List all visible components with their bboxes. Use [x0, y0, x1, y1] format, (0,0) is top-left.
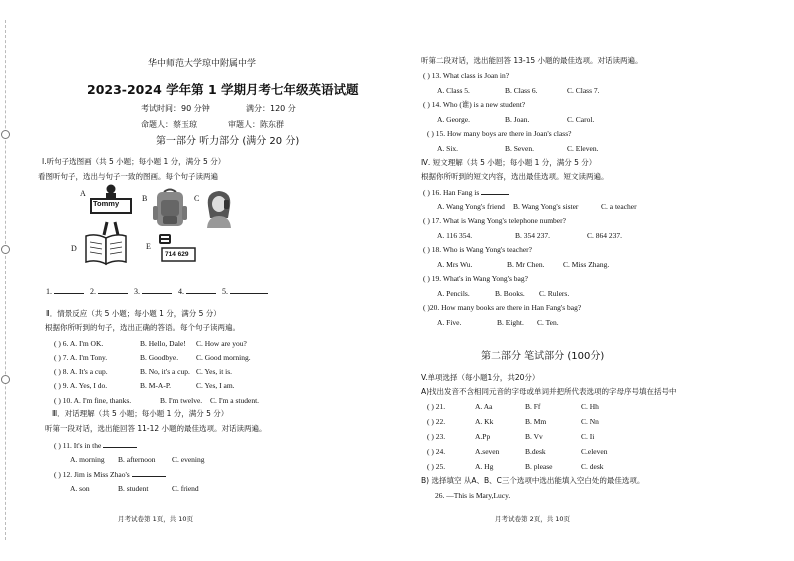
- question-18: ( ) 18. Who is Wang Yong's teacher?: [423, 245, 532, 254]
- question-12: ( ) 12. Jim is Miss Zhao's: [54, 470, 166, 479]
- question-13-option-a: A. Class 5.: [437, 86, 470, 95]
- question-8-option-c: C. Yes, it is.: [196, 367, 233, 376]
- question-22-option-a: A. Kk: [475, 417, 494, 426]
- question-20-option-c: C. Ten.: [537, 318, 559, 327]
- binding-hole: [1, 375, 10, 384]
- question-23-option-b: B. Vv: [525, 432, 543, 441]
- sign-text: Tommy: [93, 199, 120, 208]
- question-12-option-a: A. son: [70, 484, 90, 493]
- question-21-option-b: B. Ff: [525, 402, 541, 411]
- answer-blank-5[interactable]: 5.: [222, 287, 268, 296]
- picture-label-a: A: [80, 189, 86, 198]
- question-25: ( ) 25.: [427, 462, 446, 471]
- question-17-option-c: C. 864 237.: [587, 231, 623, 240]
- question-6: ( ) 6. A. I'm OK.: [54, 339, 104, 348]
- picture-label-c: C: [194, 194, 200, 203]
- question-11-option-a: A. morning: [70, 455, 105, 464]
- question-19: ( ) 19. What's in Wang Yong's bag?: [423, 274, 528, 283]
- part2-heading: 第二部分 笔试部分 (100分): [481, 351, 605, 362]
- question-15: ( ) 15. How many boys are there in Joan's class?: [427, 129, 572, 138]
- question-12-option-c: C. friend: [172, 484, 199, 493]
- question-16-option-b: B. Wang Yong's sister: [513, 202, 579, 211]
- picture-label-d: D: [71, 244, 77, 253]
- section1-instructions: 看图听句子，选出与句子一致的图画。每个句子读两遍: [38, 172, 218, 181]
- question-24-option-b: B.desk: [525, 447, 546, 456]
- book-icon: [84, 232, 128, 266]
- question-17-option-a: A. 116 354.: [437, 231, 473, 240]
- question-23-option-c: C. Ii: [581, 432, 595, 441]
- card-number: 714 629: [165, 251, 189, 258]
- question-7: ( ) 7. A. I'm Tony.: [54, 353, 108, 362]
- exam-time: 考试时间：90 分钟: [141, 104, 210, 113]
- reviewer: 审题人：陈东群: [228, 120, 284, 129]
- question-20: ( )20. How many books are there in Han Fang's bag?: [423, 303, 582, 312]
- page-footer: 月考试卷第 2页，共 10页: [495, 515, 571, 523]
- question-18-option-b: B. Mr Chen.: [507, 260, 545, 269]
- section2-instructions: 根据你所听到的句子，选出正确的答语。每个句子读两遍。: [45, 323, 240, 332]
- question-16: ( ) 16. Han Fang is: [423, 188, 509, 197]
- section5a-instructions: A)找出发音不含相同元音的字母或单词并把所代表选项的字母序号填在括号中: [421, 387, 677, 396]
- question-25-option-b: B. please: [525, 462, 553, 471]
- question-13-option-c: C. Class 7.: [567, 86, 600, 95]
- question-15-option-a: A. Six.: [437, 144, 459, 153]
- question-17-option-b: B. 354 237.: [515, 231, 551, 240]
- question-21-option-c: C. Hh: [581, 402, 599, 411]
- dialogue2-instructions: 听第二段对话，选出能回答 13-15 小题的最佳选项。对话读两遍。: [421, 56, 643, 65]
- question-23-option-a: A.Pp: [475, 432, 491, 441]
- question-13-option-b: B. Class 6.: [505, 86, 538, 95]
- question-14-option-c: C. Carol.: [567, 115, 595, 124]
- section4-instructions: 根据你所听到的短文内容，选出最佳选项。短文读两遍。: [421, 172, 609, 181]
- answer-blank-1[interactable]: 1.: [46, 287, 84, 296]
- question-18-option-a: A. Mrs Wu.: [437, 260, 473, 269]
- question-8: ( ) 8. A. It's a cup.: [54, 367, 108, 376]
- telephone-icon: [156, 232, 196, 266]
- section5-title: V.单项选择（每小题1分，共20分）: [421, 373, 540, 382]
- question-14-option-b: B. Joan.: [505, 115, 530, 124]
- question-21-option-a: A. Aa: [475, 402, 493, 411]
- question-22-option-b: B. Mm: [525, 417, 547, 426]
- right-page: [397, 0, 794, 561]
- question-23: ( ) 23.: [427, 432, 446, 441]
- question-13: ( ) 13. What class is Joan in?: [423, 71, 510, 80]
- section3-instructions: 听第一段对话，选出能回答 11-12 小题的最佳选项。对话读两遍。: [45, 424, 267, 433]
- question-19-option-c: C. Rulers.: [539, 289, 570, 298]
- question-11-option-c: C. evening: [172, 455, 205, 464]
- question-20-option-b: B. Eight.: [497, 318, 524, 327]
- picture-label-e: E: [146, 242, 151, 251]
- section2-title: Ⅱ．情景反应（共 5 小题；每小题 1 分，满分 5 分）: [46, 309, 221, 318]
- boy-with-sign-icon: [90, 184, 132, 236]
- part1-heading: 第一部分 听力部分 (满分 20 分): [156, 136, 300, 147]
- answer-blank-2[interactable]: 2.: [90, 287, 128, 296]
- question-16-option-a: A. Wang Yong's friend: [437, 202, 505, 211]
- exam-title: 2023-2024 学年第 1 学期月考七年级英语试题: [87, 82, 359, 97]
- question-26: 26. —This is Mary,Lucy.: [435, 491, 511, 500]
- question-22: ( ) 22.: [427, 417, 446, 426]
- question-9-option-b: B. M-A-P.: [140, 381, 172, 390]
- question-15-option-b: B. Seven.: [505, 144, 534, 153]
- question-24: ( ) 24.: [427, 447, 446, 456]
- section3-title: Ⅲ．对话理解（共 5 小题；每小题 1 分，满分 5 分）: [52, 409, 229, 418]
- question-6-option-b: B. Hello, Dale!: [140, 339, 186, 348]
- section1-title: Ⅰ.听句子选图画（共 5 小题；每小题 1 分，满分 5 分）: [42, 157, 226, 166]
- question-10-option-c: C. I'm a student.: [210, 396, 260, 405]
- question-11: ( ) 11. It's in the: [54, 441, 137, 450]
- question-22-option-c: C. Nn: [581, 417, 599, 426]
- question-7-option-b: B. Goodbye.: [140, 353, 179, 362]
- question-7-option-c: C. Good morning.: [196, 353, 251, 362]
- question-25-option-c: C. desk: [581, 462, 604, 471]
- question-18-option-c: C. Miss Zhang.: [563, 260, 610, 269]
- question-11-option-b: B. afternoon: [118, 455, 156, 464]
- question-19-option-b: B. Books.: [495, 289, 525, 298]
- question-14-option-a: A. George.: [437, 115, 470, 124]
- school-name: 华中师范大学琼中附属中学: [148, 59, 257, 69]
- question-24-option-c: C.eleven: [581, 447, 608, 456]
- question-19-option-a: A. Pencils.: [437, 289, 470, 298]
- question-20-option-a: A. Five.: [437, 318, 462, 327]
- question-10-option-b: B. I'm twelve.: [160, 396, 203, 405]
- page-footer: 月考试卷第 1页，共 10页: [118, 515, 194, 523]
- setter: 命题人：蔡玉琼: [141, 120, 197, 129]
- answer-blank-4[interactable]: 4.: [178, 287, 216, 296]
- question-24-option-a: A.seven: [475, 447, 500, 456]
- question-10: ( ) 10. A. I'm fine, thanks.: [54, 396, 132, 405]
- answer-blank-3[interactable]: 3.: [134, 287, 172, 296]
- question-16-option-c: C. a teacher: [601, 202, 637, 211]
- question-21: ( ) 21.: [427, 402, 446, 411]
- section5b-instructions: B) 选择填空 从A、B、C三个选项中选出能填入空白处的最佳选项。: [421, 476, 645, 485]
- section4-title: Ⅳ. 短文理解（共 5 小题；每小题 1 分，满分 5 分）: [421, 158, 597, 167]
- picture-label-b: B: [142, 194, 148, 203]
- question-14: ( ) 14. Who (谁) is a new student?: [423, 100, 526, 109]
- question-15-option-c: C. Eleven.: [567, 144, 599, 153]
- question-9-option-c: C. Yes, I am.: [196, 381, 235, 390]
- question-12-option-b: B. student: [118, 484, 149, 493]
- question-17: ( ) 17. What is Wang Yong's telephone number?: [423, 216, 566, 225]
- binding-hole: [1, 130, 10, 139]
- question-25-option-a: A. Hg: [475, 462, 494, 471]
- question-6-option-c: C. How are you?: [196, 339, 247, 348]
- binding-hole: [1, 245, 10, 254]
- girl-on-phone-icon: [204, 188, 234, 228]
- question-8-option-b: B. No, it's a cup.: [140, 367, 190, 376]
- question-9: ( ) 9. A. Yes, I do.: [54, 381, 108, 390]
- backpack-icon: [152, 188, 188, 228]
- full-score: 满分：120 分: [246, 104, 296, 113]
- binding-line: [5, 20, 6, 540]
